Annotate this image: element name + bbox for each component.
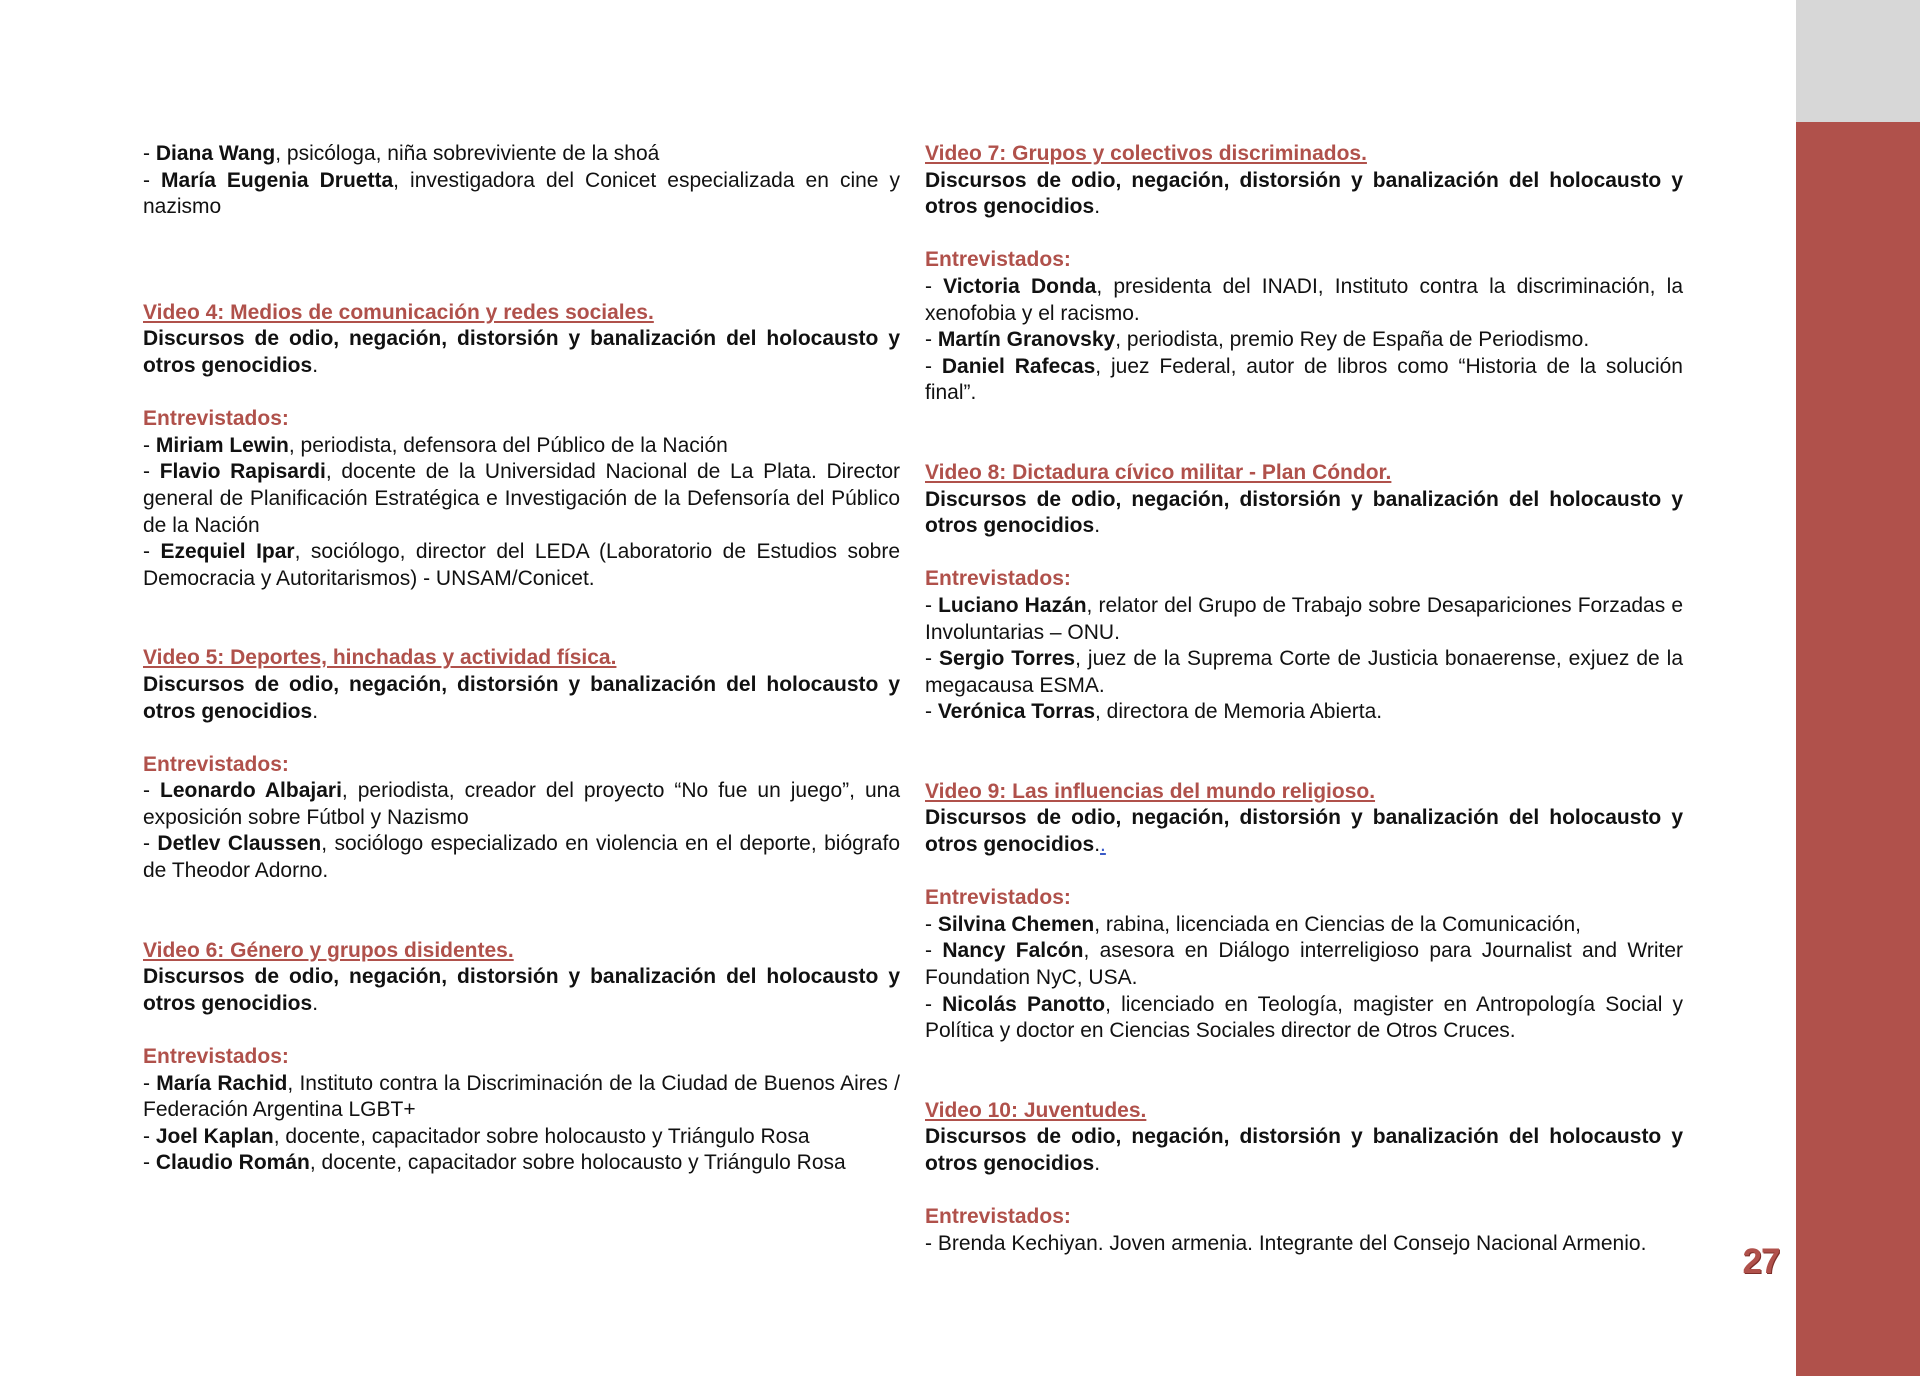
list-item: - Nancy Falcón, asesora en Diálogo interreligioso para Journalist and Writer Foundation NyC, USA. xyxy=(925,939,1684,990)
video-subtitle: Discursos de odio, negación, distorsión y banalización del holocausto y otros genocidios. xyxy=(925,487,1683,538)
person-name: María Eugenia Druetta xyxy=(161,168,394,192)
list-item: - Nicolás Panotto, licenciado en Teología, magister en Antropología Social y Política y doctor en Ciencias Sociales director de Otros Cruces. xyxy=(925,992,1684,1043)
video-section xyxy=(925,141,1683,407)
right-column xyxy=(925,141,1683,1257)
video-subtitle: Discursos de odio, negación, distorsión y banalización del holocausto y otros genocidios. xyxy=(925,168,1683,219)
section-spacer xyxy=(143,221,900,300)
list-item: - Detlev Claussen, sociólogo especializado en violencia en el deporte, biógrafo de Theodor Adorno. xyxy=(143,832,900,883)
interviewed-label: Entrevistados: xyxy=(143,1045,289,1069)
video-title[interactable]: Video 10: Juventudes. xyxy=(925,1098,1147,1122)
interviewed-label: Entrevistados: xyxy=(925,1205,1071,1229)
video-section xyxy=(925,1098,1683,1258)
video-title[interactable]: Video 7: Grupos y colectivos discriminados. xyxy=(925,142,1367,165)
video-section xyxy=(925,460,1683,726)
extra-dot-link[interactable]: . xyxy=(1100,833,1106,857)
list-item: - Leonardo Albajari, periodista, creador del proyecto “No fue un juego”, una exposición sobre Fútbol y Nazismo xyxy=(143,779,900,829)
video-section xyxy=(925,779,1683,1045)
section-spacer xyxy=(925,1045,1683,1098)
person-name: Diana Wang xyxy=(155,142,276,165)
video-subtitle: Discursos de odio, negación, distorsión y banalización del holocausto y otros genocidios. xyxy=(925,1125,1683,1175)
video-title[interactable]: Video 4: Medios de comunicación y redes sociales. xyxy=(143,300,654,324)
sidebar-accent-bar xyxy=(1796,122,1920,1376)
intro-list xyxy=(143,141,900,221)
list-item: - Claudio Román, docente, capacitador sobre holocausto y Triángulo Rosa xyxy=(143,1151,846,1175)
list-item: - María Eugenia Druetta, investigadora del Conicet especializada en cine y nazismo xyxy=(143,168,900,219)
list-item: - Daniel Rafecas, juez Federal, autor de libros como “Historia de la solución final”. xyxy=(925,354,1683,405)
left-column xyxy=(143,141,900,1177)
video-subtitle: Discursos de odio, negación, distorsión y banalización del holocausto y otros genocidios. xyxy=(143,327,900,377)
list-item: - Diana Wang, psicóloga, niña sobreviviente de la shoá xyxy=(143,142,660,165)
list-item: - Martín Granovsky, periodista, premio Rey de España de Periodismo. xyxy=(925,328,1590,352)
video-title[interactable]: Video 5: Deportes, hinchadas y actividad física. xyxy=(143,646,617,670)
list-item: - Verónica Torras, directora de Memoria Abierta. xyxy=(925,700,1383,724)
list-item: - Miriam Lewin, periodista, defensora del Público de la Nación xyxy=(143,433,728,457)
list-item: - Ezequiel Ipar, sociólogo, director del LEDA (Laboratorio de Estudios sobre Democracia y Autoritarismos) - UNSAM/Conicet. xyxy=(143,540,900,590)
interviewed-label: Entrevistados: xyxy=(925,248,1071,272)
list-item: - Joel Kaplan, docente, capacitador sobre holocausto y Triángulo Rosa xyxy=(143,1124,810,1148)
section-spacer xyxy=(143,885,900,938)
interviewed-label: Entrevistados: xyxy=(925,567,1071,591)
video-section xyxy=(143,300,900,593)
interviewed-label: Entrevistados: xyxy=(143,752,289,776)
interviewed-label: Entrevistados: xyxy=(925,886,1071,910)
video-section xyxy=(143,938,900,1177)
list-item: - María Rachid, Instituto contra la Discriminación de la Ciudad de Buenos Aires / Federación Argentina LGBT+ xyxy=(143,1071,901,1122)
section-spacer xyxy=(143,592,900,645)
video-title[interactable]: Video 8: Dictadura cívico militar - Plan Cóndor. xyxy=(925,460,1392,484)
video-subtitle: Discursos de odio, negación, distorsión y banalización del holocausto y otros genocidios.. xyxy=(925,806,1683,857)
section-spacer xyxy=(925,726,1683,779)
list-item: - Brenda Kechiyan. Joven armenia. Integrante del Consejo Nacional Armenio. xyxy=(925,1231,1647,1255)
video-subtitle: Discursos de odio, negación, distorsión y banalización del holocausto y otros genocidios. xyxy=(143,672,900,723)
video-title[interactable]: Video 6: Género y grupos disidentes. xyxy=(143,938,514,962)
list-item: - Flavio Rapisardi, docente de la Universidad Nacional de La Plata. Director general de Planificación Estratégica e Investigación de la Defensoría del Público de la Nación xyxy=(143,460,901,537)
person-desc: , investigadora del Conicet especializada en cine y nazismo xyxy=(143,168,900,219)
video-title[interactable]: Video 9: Las influencias del mundo religioso. xyxy=(925,779,1376,803)
page-number: 27 xyxy=(1742,1242,1780,1281)
person-desc: , psicóloga, niña sobreviviente de la shoá xyxy=(275,142,660,165)
list-item: - Victoria Donda, presidenta del INADI, Instituto contra la discriminación, la xenofobia y el racismo. xyxy=(925,274,1683,325)
section-spacer xyxy=(925,407,1683,460)
list-item: - Sergio Torres, juez de la Suprema Corte de Justicia bonaerense, exjuez de la megacausa ESMA. xyxy=(925,647,1683,697)
video-subtitle: Discursos de odio, negación, distorsión y banalización del holocausto y otros genocidios. xyxy=(143,965,900,1015)
list-item: - Luciano Hazán, relator del Grupo de Trabajo sobre Desapariciones Forzadas e Involuntarias – ONU. xyxy=(925,593,1684,644)
interviewed-label: Entrevistados: xyxy=(143,407,289,431)
list-item: - Silvina Chemen, rabina, licenciada en Ciencias de la Comunicación, xyxy=(925,912,1581,936)
sidebar-gray-block xyxy=(1796,0,1920,122)
video-section xyxy=(143,645,900,884)
